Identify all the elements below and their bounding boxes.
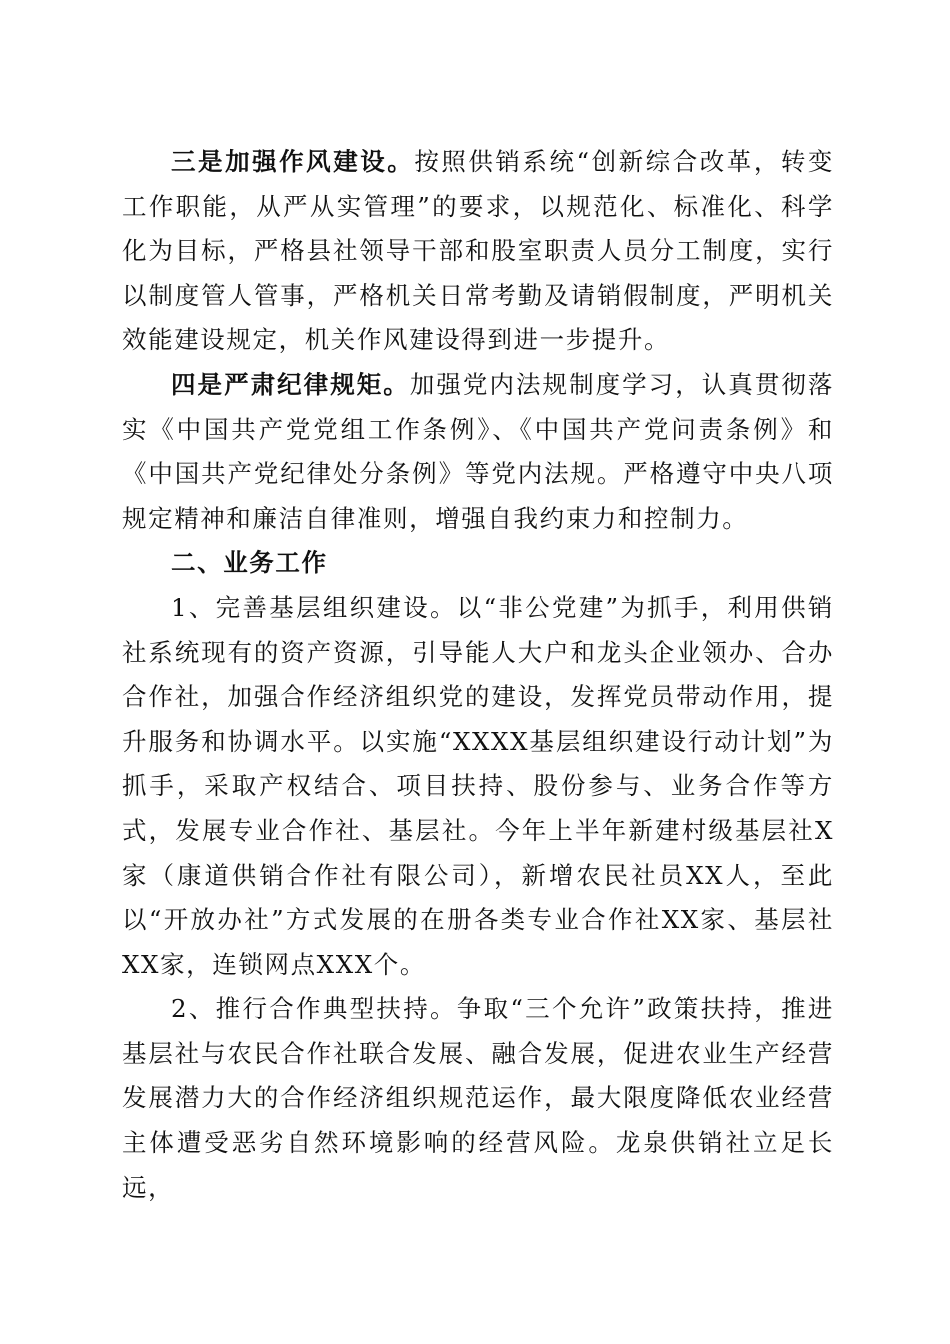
paragraph-text-work-style: 按照供销系统“创新综合改革，转变工作职能，从严从实管理”的要求，以规范化、标准化、科学化为目标，严格县社领导干部和股室职责人员分工制度，实行以制度管人管事，严格机关日常考勤及请销假制度，严明机关效能建设规定，机关作风建设得到进一步提升。 (122, 147, 834, 355)
paragraph-cooperation-support: 2、推行合作典型扶持。争取“三个允许”政策扶持，推进基层社与农民合作社联合发展、融合发展，促进农业生产经营发展潜力大的合作经济组织规范运作，最大限度降低农业经营主体遭受恶劣自然环境影响的经营风险。龙泉供销社立足长远， (122, 994, 834, 1202)
paragraph-text-discipline: 加强党内法规制度学习，认真贯彻落实《中国共产党党组工作条例》、《中国共产党问责条例》和《中国共产党纪律处分条例》等党内法规。严格遵守中央八项规定精神和廉洁自律准则，增强自我约束力和控制力。 (122, 369, 834, 533)
paragraph-lead-discipline: 四是严肃纪律规矩。 (171, 369, 410, 399)
paragraph-work-style (122, 140, 834, 363)
document-body (122, 140, 834, 1210)
section-heading-business-work: 二、业务工作 (171, 548, 328, 578)
paragraph-discipline (122, 363, 834, 541)
paragraph-grassroots-organization: 1、完善基层组织建设。以“非公党建”为抓手，利用供销社系统现有的资产资源，引导能人大户和龙头企业领办、合办合作社，加强合作经济组织党的建设，发挥党员带动作用，提升服务和协调水平。以实施“XXXX基层组织建设行动计划”为抓手，采取产权结合、项目扶持、股份参与、业务合作等方式，发展专业合作社、基层社。今年上半年新建村级基层社X家（康道供销合作社有限公司），新增农民社员XX人，至此以“开放办社”方式发展的在册各类专业合作社XX家、基层社XX家，连锁网点XXX个。 (122, 592, 834, 979)
paragraph-lead-work-style: 三是加强作风建设。 (171, 147, 415, 176)
